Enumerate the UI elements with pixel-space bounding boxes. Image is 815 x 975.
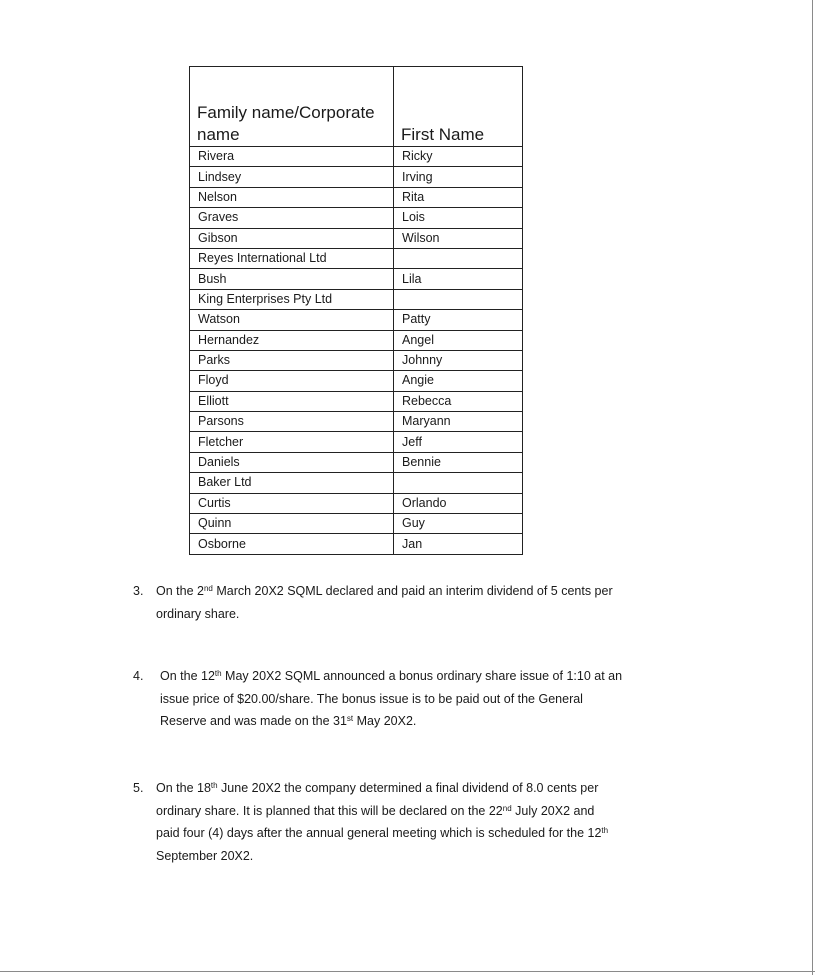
text-segment: June 20X2 the company determined a final dividend of 8.0 cents per bbox=[217, 781, 599, 795]
item-number: 5. bbox=[133, 781, 144, 795]
item-text-line bbox=[156, 800, 716, 823]
cell-first-name: Irving bbox=[394, 167, 523, 187]
table-row bbox=[190, 493, 523, 513]
shareholder-table bbox=[189, 66, 523, 555]
cell-family-name: Bush bbox=[190, 269, 394, 289]
cell-family-name: Parks bbox=[190, 350, 394, 370]
table-row bbox=[190, 330, 523, 350]
cell-family-name: Elliott bbox=[190, 391, 394, 411]
cell-first-name bbox=[394, 473, 523, 493]
cell-family-name: Reyes International Ltd bbox=[190, 248, 394, 268]
cell-family-name: Baker Ltd bbox=[190, 473, 394, 493]
page-edge-bottom bbox=[0, 971, 815, 972]
cell-first-name: Guy bbox=[394, 514, 523, 534]
cell-first-name: Rita bbox=[394, 187, 523, 207]
ordinal-suffix: st bbox=[346, 714, 354, 723]
text-segment: May 20X2. bbox=[353, 714, 417, 728]
header-first-name: First Name bbox=[394, 67, 523, 147]
cell-family-name: Hernandez bbox=[190, 330, 394, 350]
cell-family-name: Gibson bbox=[190, 228, 394, 248]
cell-family-name: Lindsey bbox=[190, 167, 394, 187]
cell-first-name: Johnny bbox=[394, 350, 523, 370]
item-3 bbox=[133, 580, 716, 625]
table-row bbox=[190, 452, 523, 472]
ordinal-suffix: nd bbox=[502, 803, 512, 813]
cell-first-name: Bennie bbox=[394, 452, 523, 472]
cell-first-name: Maryann bbox=[394, 412, 523, 432]
item-text-line bbox=[156, 603, 716, 626]
page-edge-right bbox=[812, 0, 813, 975]
item-5 bbox=[133, 777, 716, 867]
table-row bbox=[190, 473, 523, 493]
cell-family-name: King Enterprises Pty Ltd bbox=[190, 289, 394, 309]
cell-family-name: Fletcher bbox=[190, 432, 394, 452]
cell-first-name: Jan bbox=[394, 534, 523, 554]
table-row bbox=[190, 514, 523, 534]
table-row bbox=[190, 432, 523, 452]
text-segment: ordinary share. It is planned that this will be declared on the 22 bbox=[156, 803, 503, 818]
cell-first-name: Lila bbox=[394, 269, 523, 289]
item-number: 3. bbox=[133, 584, 144, 598]
ordinal-suffix: nd bbox=[203, 584, 213, 593]
table-row bbox=[190, 289, 523, 309]
item-4 bbox=[133, 665, 720, 733]
cell-first-name: Jeff bbox=[394, 432, 523, 452]
table-row bbox=[190, 167, 523, 187]
text-segment: issue price of $20.00/share. The bonus issue is to be paid out of the General bbox=[160, 691, 583, 706]
item-text-line bbox=[160, 710, 720, 733]
cell-family-name: Osborne bbox=[190, 534, 394, 554]
item-text-line bbox=[156, 777, 716, 800]
cell-first-name: Wilson bbox=[394, 228, 523, 248]
cell-first-name: Angie bbox=[394, 371, 523, 391]
cell-first-name: Lois bbox=[394, 208, 523, 228]
cell-first-name: Angel bbox=[394, 330, 523, 350]
cell-family-name: Nelson bbox=[190, 187, 394, 207]
cell-family-name: Rivera bbox=[190, 147, 394, 167]
text-segment: paid four (4) days after the annual general meeting which is scheduled for the 12 bbox=[156, 826, 602, 840]
text-segment: On the 18 bbox=[156, 781, 211, 795]
table-row bbox=[190, 147, 523, 167]
ordinal-suffix: th bbox=[210, 781, 218, 790]
cell-family-name: Floyd bbox=[190, 371, 394, 391]
text-segment: May 20X2 SQML announced a bonus ordinary share issue of 1:10 at an bbox=[221, 669, 623, 683]
cell-family-name: Daniels bbox=[190, 452, 394, 472]
item-text-line bbox=[160, 665, 720, 688]
table-row bbox=[190, 228, 523, 248]
cell-family-name: Watson bbox=[190, 310, 394, 330]
text-segment: Reserve and was made on the 31 bbox=[160, 714, 347, 728]
table-row bbox=[190, 391, 523, 411]
item-text-line bbox=[156, 580, 716, 603]
item-text-line bbox=[160, 688, 720, 711]
item-number: 4. bbox=[133, 669, 144, 683]
text-segment: On the 12 bbox=[160, 669, 215, 683]
text-segment: September 20X2. bbox=[156, 848, 254, 863]
cell-first-name: Rebecca bbox=[394, 391, 523, 411]
table-row bbox=[190, 371, 523, 391]
table-row bbox=[190, 269, 523, 289]
text-segment: ordinary share. bbox=[156, 606, 240, 621]
table-row bbox=[190, 208, 523, 228]
table-row bbox=[190, 350, 523, 370]
table-row bbox=[190, 412, 523, 432]
cell-first-name: Orlando bbox=[394, 493, 523, 513]
text-segment: On the 2 bbox=[156, 584, 204, 598]
cell-first-name bbox=[394, 289, 523, 309]
text-segment: July 20X2 and bbox=[511, 803, 595, 818]
ordinal-suffix: th bbox=[214, 669, 222, 678]
cell-family-name: Quinn bbox=[190, 514, 394, 534]
table-row bbox=[190, 187, 523, 207]
item-text-line bbox=[156, 845, 716, 868]
table-row bbox=[190, 248, 523, 268]
table-row bbox=[190, 310, 523, 330]
cell-family-name: Curtis bbox=[190, 493, 394, 513]
cell-family-name: Parsons bbox=[190, 412, 394, 432]
cell-first-name: Ricky bbox=[394, 147, 523, 167]
cell-family-name: Graves bbox=[190, 208, 394, 228]
table-header-row bbox=[190, 67, 523, 147]
text-segment: March 20X2 SQML declared and paid an interim dividend of 5 cents per bbox=[212, 584, 613, 598]
cell-first-name bbox=[394, 248, 523, 268]
item-text-line bbox=[156, 822, 716, 845]
ordinal-suffix: th bbox=[601, 826, 609, 835]
table-row bbox=[190, 534, 523, 554]
cell-first-name: Patty bbox=[394, 310, 523, 330]
header-family-name: Family name/Corporate name bbox=[190, 67, 394, 147]
